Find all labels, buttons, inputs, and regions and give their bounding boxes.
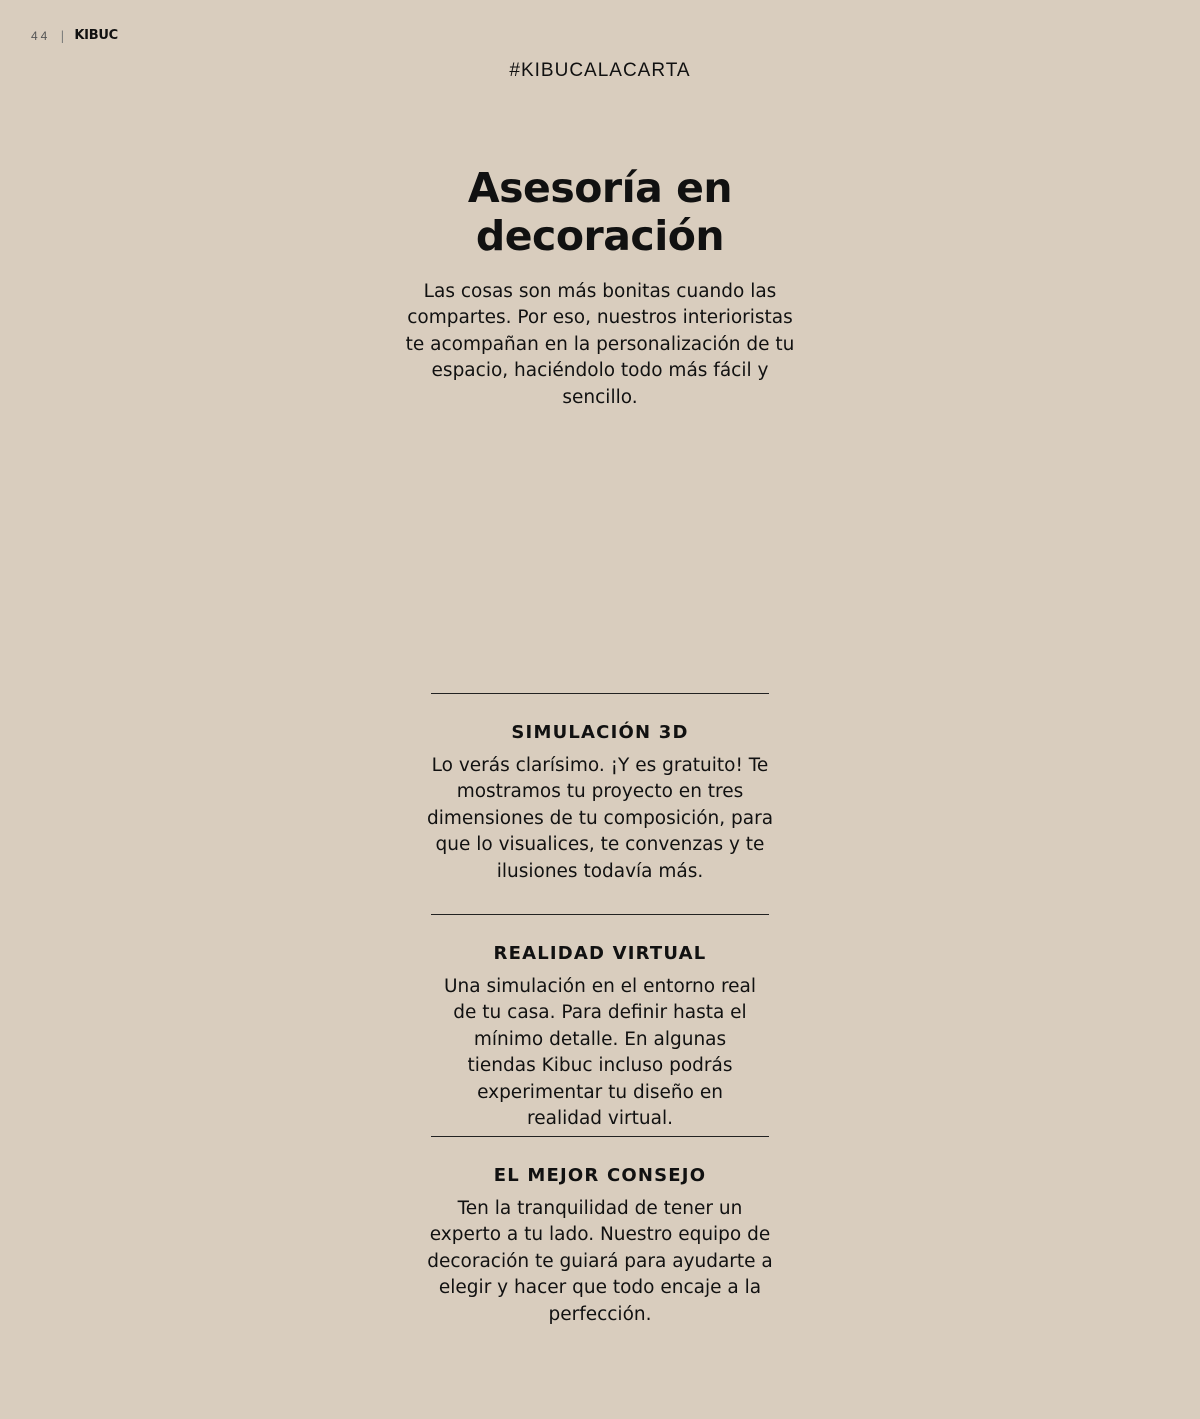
title-line-2: decoración [475,212,725,260]
hashtag: #KIBUCALACARTA [509,60,691,81]
section-heading: EL MEJOR CONSEJO [493,1165,707,1186]
section-body: Una simulación en el entorno real de tu casa. Para definir hasta el mínimo detalle. En algunas tiendas Kibuc incluso podrás experimentar tu diseño en realidad virtual. [443,976,757,1130]
section-body: Ten la tranquilidad de tener un experto a tu lado. Nuestro equipo de decoración te guiará para ayudarte a elegir y hacer que todo encaje a la perfección. [427,1198,773,1325]
page-number: 44 [31,28,51,43]
page-title [0,164,1200,260]
intro-text: Las cosas son más bonitas cuando las compartes. Por eso, nuestros interioristas te acompañan en la personalización de tu espacio, haciéndolo todo más fácil y sencillo. [405,281,795,408]
section-body: Lo verás clarísimo. ¡Y es gratuito! Te mostramos tu proyecto en tres dimensiones de tu composición, para que lo visualices, te convenzas y te ilusiones todavía más. [426,755,774,882]
section-heading: REALIDAD VIRTUAL [493,943,707,964]
folio [31,28,118,43]
folio-separator: | [60,28,65,43]
title-line-1: Asesoría en [467,164,733,212]
brand-logo: KIBUC [74,28,118,43]
section-el-mejor-consejo [427,1136,773,1328]
section-simulacion-3d [426,693,774,885]
section-realidad-virtual [431,914,769,1132]
section-heading: SIMULACIÓN 3D [511,722,689,743]
